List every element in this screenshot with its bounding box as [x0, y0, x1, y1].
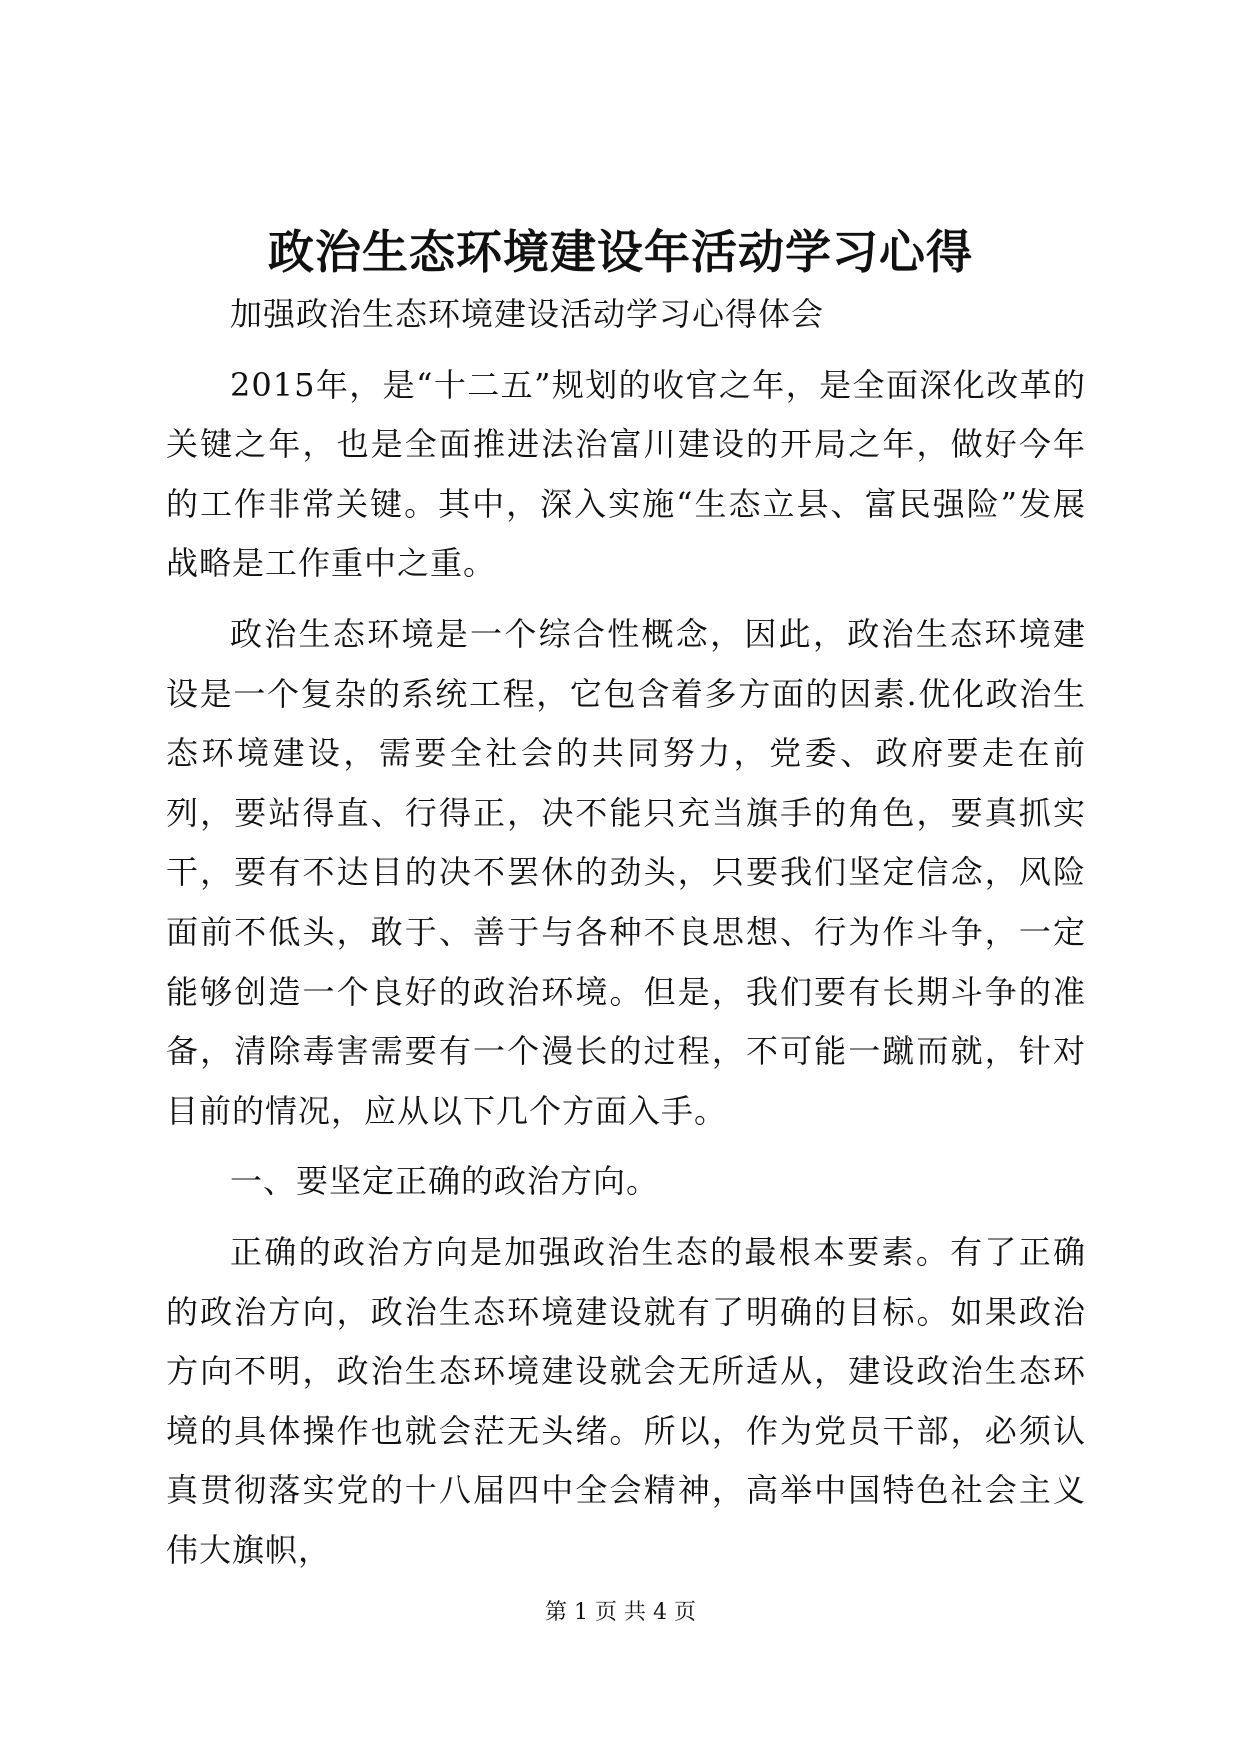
page-number-footer: 第 1 页 共 4 页	[545, 1600, 696, 1625]
paragraph: 2015年，是“十二五”规划的收官之年，是全面深化改革的关键之年，也是全面推进法治富川建设的开局之年，做好今年的工作非常关键。其中，深入实施“生态立县、富民强险”发展战略是工作重中之重。	[166, 365, 1086, 583]
paragraph: 政治生态环境是一个综合性概念，因此，政治生态环境建设是一个复杂的系统工程，它包含着多方面的因素.优化政治生态环境建设，需要全社会的共同努力，党委、政府要走在前列，要站得直、行得正，决不能只充当旗手的角色，要真抓实干，要有不达目的决不罢休的劲头，只要我们坚定信念，风险面前不低头，敢于、善于与各种不良思想、行为作斗争，一定能够创造一个良好的政治环境。但是，我们要有长期斗争的准备，清除毒害需要有一个漫长的过程，不可能一蹴而就，针对目前的情况，应从以下几个方面入手。	[166, 614, 1086, 1130]
document-body	[166, 285, 1086, 1591]
paragraph-heading: 一、要坚定正确的政治方向。	[230, 1162, 660, 1201]
paragraph-subtitle: 加强政治生态环境建设活动学习心得体会	[230, 295, 825, 333]
document-title: 政治生态环境建设年活动学习心得	[268, 225, 973, 279]
paragraph: 正确的政治方向是加强政治生态的最根本要素。有了正确的政治方向，政治生态环境建设就有了明确的目标。如果政治方向不明，政治生态环境建设就会无所适从，建设政治生态环境的具体操作也就会茫无头绪。所以，作为党员干部，必须认真贯彻落实党的十八届四中全会精神，高举中国特色社会主义伟大旗帜，	[166, 1232, 1086, 1569]
